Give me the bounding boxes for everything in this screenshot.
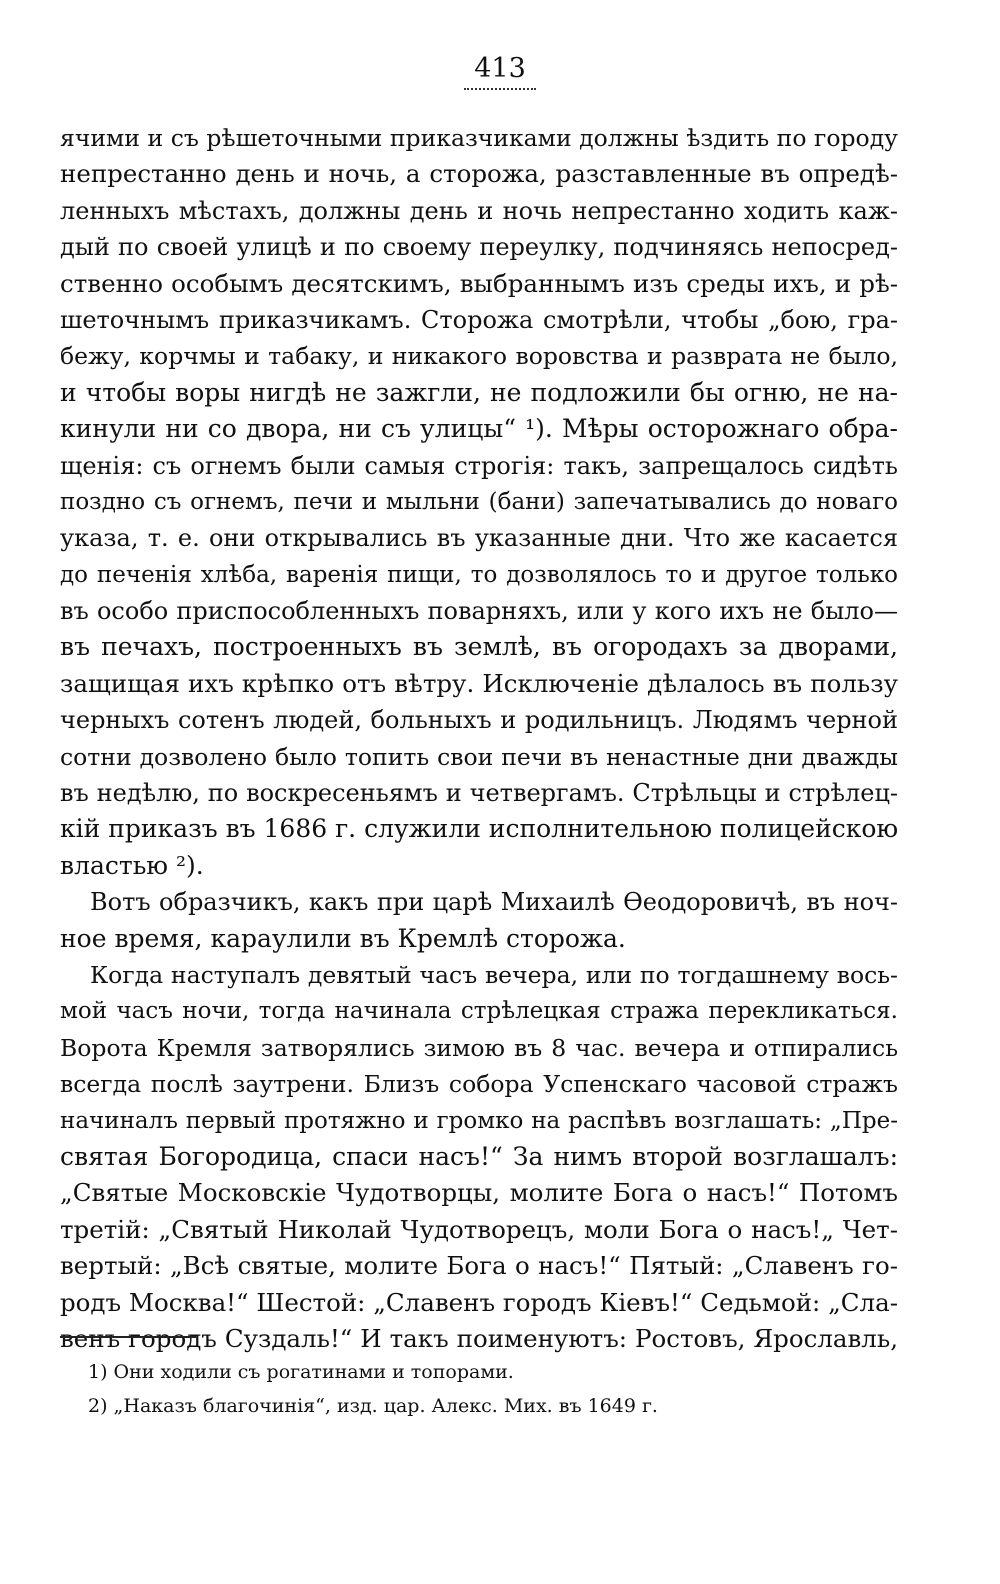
text-line: дый по своей улицѣ и по своему переулку, подчиняясь непосред- <box>60 233 898 262</box>
text-line: властью ²). <box>60 850 204 880</box>
page-number: 413 <box>0 52 1000 90</box>
text-line: бежу, корчмы и табаку, и никакого воровства и разврата не было, <box>60 342 898 371</box>
text-line: начиналъ первый протяжно и громко на распѣвъ возглашать: „Пре- <box>60 1107 898 1134</box>
text-line: Ворота Кремля затворялись зимою въ 8 час. вечера и отпирались <box>60 1033 898 1062</box>
text-line: защищая ихъ крѣпко отъ вѣтру. Исключеніе дѣлалось въ пользу <box>60 668 898 698</box>
text-line: святая Богородица, спаси насъ!“ За нимъ второй возглашалъ: <box>60 1141 898 1171</box>
paragraph-3 <box>60 957 898 1357</box>
text-line: венъ городъ Суздаль!“ И такъ поименуютъ: Ростовъ, Ярославль, <box>60 1323 898 1353</box>
text-line: „Святые Московскіе Чудотворцы, молите Бога о насъ!“ Потомъ <box>60 1178 898 1208</box>
text-line: кинули ни со двора, ни съ улицы“ ¹). Мѣры осторожнаго обра- <box>60 414 898 444</box>
paragraph-1 <box>60 120 898 884</box>
text-line: сотни дозволено было топить свои печи въ ненастные дни дважды <box>60 742 898 771</box>
footnotes <box>88 1355 898 1423</box>
text-line: кій приказъ въ 1686 г. служили исполнительною полицейскою <box>60 814 899 844</box>
text-line: Когда наступалъ девятый часъ вечера, или по тогдашнему вось- <box>90 960 898 989</box>
text-line: всегда послѣ заутрени. Близъ собора Успенскаго часовой стражъ <box>60 1070 898 1099</box>
text-line: въ особо приспособленныхъ поварняхъ, или у кого ихъ не было— <box>60 597 898 626</box>
text-line: ственно особымъ десятскимъ, выбраннымъ изъ среды ихъ, и рѣ- <box>60 268 898 298</box>
text-line: ное время, караулили въ Кремлѣ сторожа. <box>60 923 626 953</box>
body-text <box>60 120 898 1357</box>
text-line: до печенія хлѣба, варенія пищи, то дозволялось то и другое только <box>60 561 898 588</box>
text-line: поздно съ огнемъ, печи и мыльни (бани) запечатывались до новаго <box>60 488 898 515</box>
text-line: непрестанно день и ночь, а сторожа, разставленные въ опредѣ- <box>60 159 898 189</box>
text-line: вертый: „Всѣ святые, молите Бога о насъ!“ Пятый: „Славенъ го- <box>60 1251 898 1281</box>
text-line: родъ Москва!“ Шестой: „Славенъ городъ Кіевъ!“ Седьмой: „Сла- <box>60 1287 898 1317</box>
text-line: Вотъ образчикъ, какъ при царѣ Михаилѣ Ѳеодоровичѣ, въ ноч- <box>90 888 898 917</box>
text-line: третій: „Святый Николай Чудотворецъ, моли Бога о насъ!„ Чет- <box>60 1214 898 1244</box>
text-line: ячими и съ рѣшеточными приказчиками должны ѣздить по городу <box>60 124 898 152</box>
footnote-1: 1) Они ходили съ рогатинами и топорами. <box>88 1361 514 1383</box>
text-line: указа, т. е. они открывались въ указанные дни. Что же касается <box>60 524 898 553</box>
footnote-2: 2) „Наказъ благочинія“, изд. цар. Алекс. Мих. въ 1649 г. <box>88 1395 658 1417</box>
text-line: ленныхъ мѣстахъ, должны день и ночь непрестанно ходить каж- <box>60 196 898 225</box>
text-line: шеточнымъ приказчикамъ. Сторожа смотрѣли, чтобы „бою, гра- <box>60 305 898 334</box>
paragraph-2 <box>60 884 898 957</box>
text-line: въ печахъ, построенныхъ въ землѣ, въ огородахъ за дворами, <box>60 632 898 662</box>
text-line: въ недѣлю, по воскресеньямъ и четвергамъ. Стрѣльцы и стрѣлец- <box>60 779 898 808</box>
text-line: мой часъ ночи, тогда начинала стрѣлецкая стража перекликаться. <box>60 998 898 1025</box>
footnote-divider <box>60 1336 196 1338</box>
text-line: щенія: съ огнемъ были самыя строгія: такъ, запрещалось сидѣть <box>60 451 898 480</box>
text-line: черныхъ сотенъ людей, больныхъ и родильницъ. Людямъ черной <box>60 706 898 735</box>
text-line: и чтобы воры нигдѣ не зажгли, не подложили бы огню, не на- <box>60 377 898 407</box>
